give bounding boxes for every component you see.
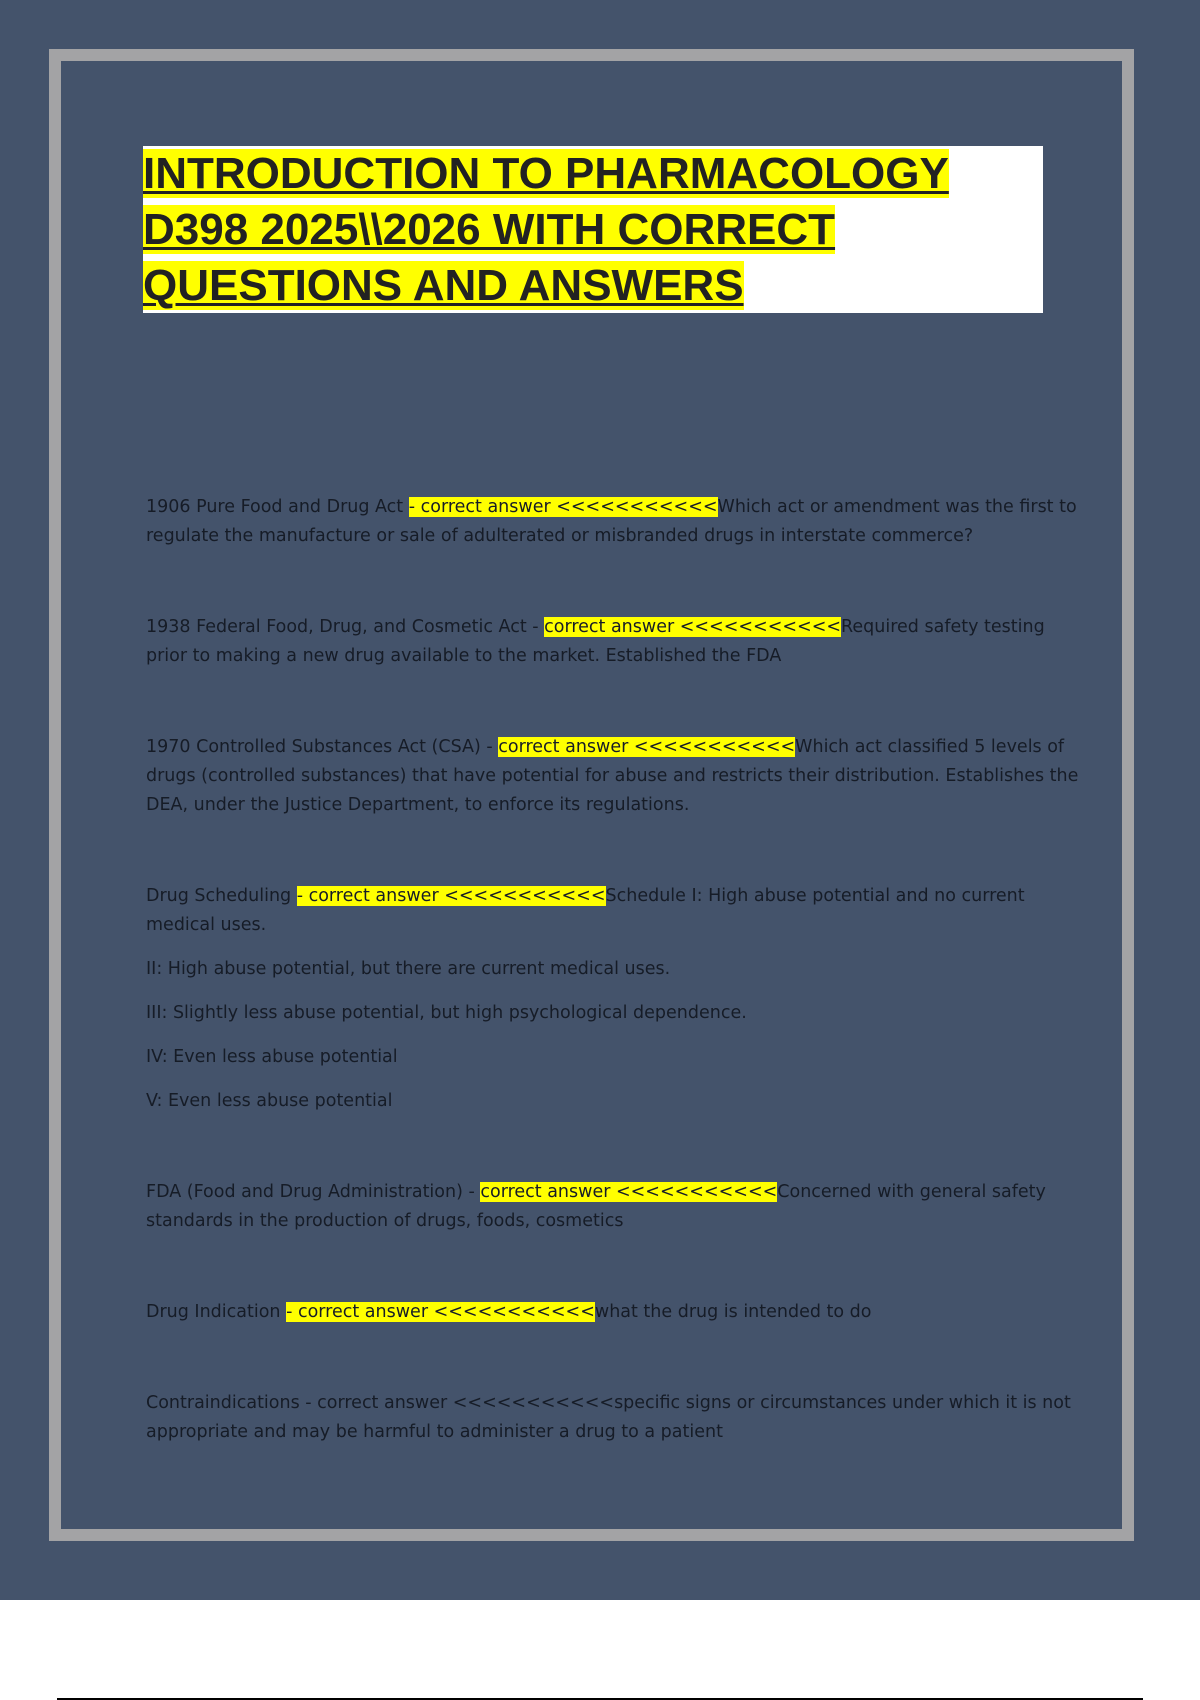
qa-term: 1906 Pure Food and Drug Act — [146, 497, 409, 517]
qa-definition: what the drug is intended to do — [594, 1302, 872, 1322]
answer-highlight: - correct answer <<<<<<<<<<< — [408, 497, 718, 517]
answer-highlight: correct answer <<<<<<<<<<< — [480, 1182, 778, 1202]
title-line-3: QUESTIONS AND ANSWERS — [143, 261, 744, 310]
title-line-1: INTRODUCTION TO PHARMACOLOGY — [143, 149, 949, 198]
answer-highlight: correct answer <<<<<<<<<<< — [498, 737, 796, 757]
qa-term: Drug Scheduling — [146, 886, 297, 906]
qa-entry-fdc-act — [146, 613, 1081, 671]
qa-definition: Required safety testing prior to making a new drug available to the market. Established the FDA — [146, 617, 1045, 666]
qa-definition: Concerned with general safety standards in the production of drugs, foods, cosmetics — [146, 1182, 1046, 1231]
schedule-iv-line: IV: Even less abuse potential — [146, 1047, 398, 1067]
qa-term: FDA (Food and Drug Administration) - — [146, 1182, 481, 1202]
schedule-v-line: V: Even less abuse potential — [146, 1091, 393, 1111]
schedule-iii-line: III: Slightly less abuse potential, but high psychological dependence. — [146, 1003, 747, 1023]
qa-text — [146, 493, 1081, 551]
qa-list — [146, 493, 1081, 1509]
qa-definition: Schedule I: High abuse potential and no current medical uses. — [146, 886, 1025, 935]
qa-entry-fda — [146, 1178, 1081, 1236]
qa-term: Drug Indication — [146, 1302, 287, 1322]
answer-highlight: - correct answer <<<<<<<<<<< — [286, 1302, 595, 1322]
qa-term: 1938 Federal Food, Drug, and Cosmetic Act - — [146, 617, 545, 637]
qa-entry-contraindications — [146, 1389, 1081, 1447]
qa-entry-drug-indication — [146, 1298, 1081, 1327]
qa-entry-drug-scheduling — [146, 882, 1081, 1116]
qa-entry-csa — [146, 733, 1081, 820]
title-line-2: D398 2025\\2026 WITH CORRECT — [143, 205, 836, 254]
title-box — [143, 146, 1043, 313]
qa-definition: Which act classified 5 levels of drugs (controlled substances) that have potential for abuse and restricts their distribution. Establishes the DEA, under the Justice Department, to enforce its regulations. — [146, 737, 1079, 815]
qa-text — [146, 882, 1081, 940]
answer-highlight: - correct answer <<<<<<<<<<< — [296, 886, 606, 906]
qa-definition: specific signs or circumstances under which it is not appropriate and may be harmful to administer a drug to a patient — [146, 1393, 1071, 1442]
qa-term: Contraindications - correct answer <<<<<<<<<<< — [146, 1393, 615, 1413]
schedule-ii-line: II: High abuse potential, but there are current medical uses. — [146, 959, 671, 979]
answer-highlight: correct answer <<<<<<<<<<< — [544, 617, 842, 637]
qa-text — [146, 733, 1081, 820]
qa-definition: Which act or amendment was the first to regulate the manufacture or sale of adulterated or misbranded drugs in interstate commerce? — [146, 497, 1077, 546]
qa-term: 1970 Controlled Substances Act (CSA) - — [146, 737, 499, 757]
qa-text — [146, 613, 1081, 671]
document-title — [143, 146, 1043, 314]
qa-entry-pure-food-drug-act — [146, 493, 1081, 551]
qa-text — [146, 1178, 1081, 1236]
qa-text — [146, 1389, 1081, 1447]
qa-text — [146, 1298, 1081, 1327]
